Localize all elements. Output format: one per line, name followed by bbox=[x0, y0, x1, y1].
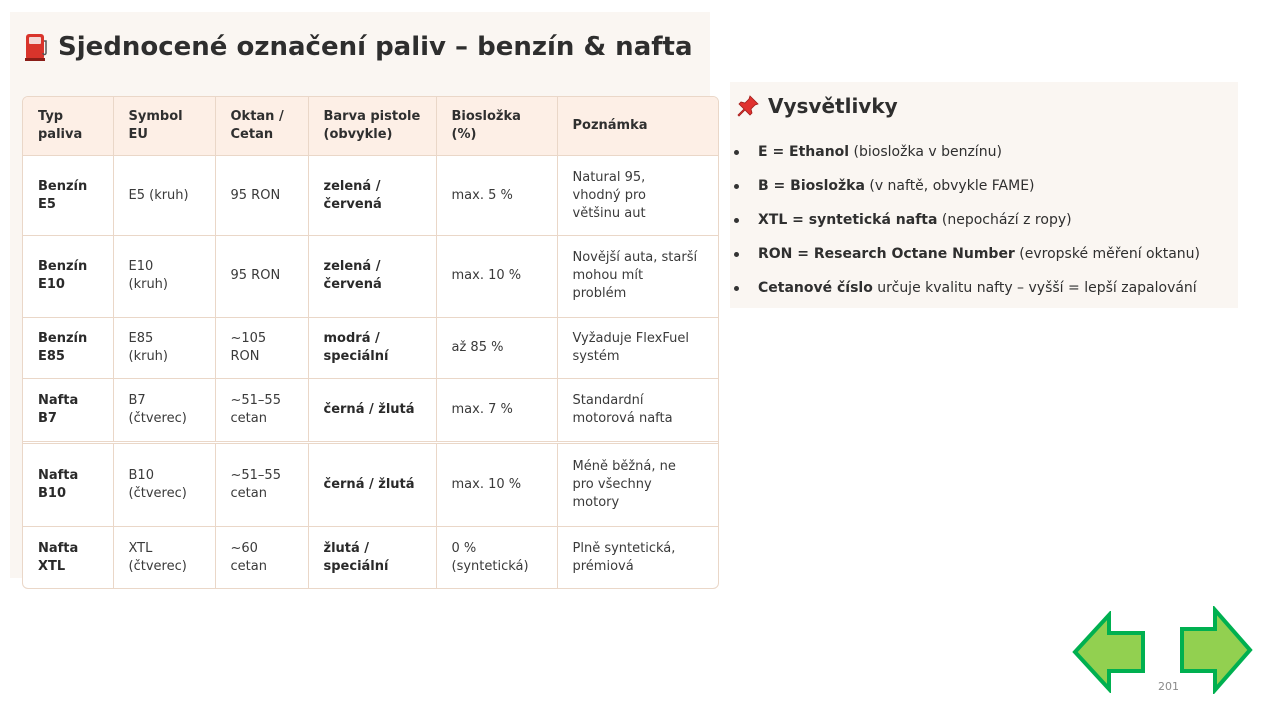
cell-symbol: E10 (kruh) bbox=[113, 236, 215, 317]
header-note: Poznámka bbox=[557, 97, 718, 156]
table-row bbox=[23, 378, 718, 442]
cell-type: Benzín E5 bbox=[23, 156, 113, 236]
prev-slide-button[interactable] bbox=[1072, 611, 1146, 693]
legend-item-ethanol: E = Ethanol (biosložka v benzínu) bbox=[730, 142, 1200, 176]
table-row bbox=[23, 442, 718, 526]
cell-octane: ~51–55 cetan bbox=[215, 378, 308, 442]
cell-type: Nafta B10 bbox=[23, 442, 113, 526]
cell-type: Nafta XTL bbox=[23, 527, 113, 588]
cell-symbol: XTL (čtverec) bbox=[113, 527, 215, 588]
cell-bio: max. 5 % bbox=[436, 156, 557, 236]
header-color: Barva pistole (obvykle) bbox=[308, 97, 436, 156]
header-symbol: Symbol EU bbox=[113, 97, 215, 156]
legend-item-ron: RON = Research Octane Number (evropské měření oktanu) bbox=[730, 244, 1200, 278]
table-row bbox=[23, 527, 718, 588]
header-bio: Biosložka (%) bbox=[436, 97, 557, 156]
cell-bio: max. 7 % bbox=[436, 378, 557, 442]
cell-symbol: E5 (kruh) bbox=[113, 156, 215, 236]
cell-octane: ~105 RON bbox=[215, 317, 308, 378]
cell-type: Nafta B7 bbox=[23, 378, 113, 442]
page-title-text: Sjednocené označení paliv – benzín & nafta bbox=[58, 32, 693, 62]
cell-note: Vyžaduje FlexFuel systém bbox=[557, 317, 718, 378]
cell-symbol: E85 (kruh) bbox=[113, 317, 215, 378]
cell-octane: 95 RON bbox=[215, 236, 308, 317]
cell-note: Natural 95, vhodný pro většinu aut bbox=[557, 156, 718, 236]
cell-color: černá / žlutá bbox=[308, 378, 436, 442]
next-slide-button[interactable] bbox=[1179, 606, 1253, 694]
cell-symbol: B7 (čtverec) bbox=[113, 378, 215, 442]
cell-note: Novější auta, starší mohou mít problém bbox=[557, 236, 718, 317]
legend-list bbox=[730, 142, 1200, 312]
cell-note: Plně syntetická, prémiová bbox=[572, 540, 676, 574]
fuel-table bbox=[22, 96, 719, 589]
cell-color: černá / žlutá bbox=[308, 442, 436, 526]
header-type: Typ paliva bbox=[23, 97, 113, 156]
cell-bio: max. 10 % bbox=[436, 442, 557, 526]
fuel-pump-icon bbox=[24, 32, 48, 62]
pushpin-icon bbox=[736, 94, 760, 118]
fuel-table-panel bbox=[10, 12, 710, 578]
page-title bbox=[24, 32, 693, 62]
cell-color: zelená / červená bbox=[308, 156, 436, 236]
table-row bbox=[23, 156, 718, 236]
legend-title bbox=[736, 94, 898, 118]
cell-octane: ~51–55 cetan bbox=[215, 442, 308, 526]
table-row bbox=[23, 236, 718, 317]
cell-bio: max. 10 % bbox=[436, 236, 557, 317]
table-row bbox=[23, 317, 718, 378]
cell-color: modrá / speciální bbox=[308, 317, 436, 378]
cell-type: Benzín E10 bbox=[23, 236, 113, 317]
legend-panel bbox=[730, 82, 1238, 308]
table-header-row bbox=[23, 97, 718, 156]
legend-title-text: Vysvětlivky bbox=[768, 94, 898, 118]
cell-symbol: B10 (čtverec) bbox=[113, 442, 215, 526]
cell-octane: ~60 cetan bbox=[215, 527, 308, 588]
cell-color: žlutá / speciální bbox=[308, 527, 436, 588]
cell-octane: 95 RON bbox=[215, 156, 308, 236]
page-number: 201 bbox=[1158, 680, 1179, 693]
cell-color: zelená / červená bbox=[308, 236, 436, 317]
cell-note: Standardní motorová nafta bbox=[557, 378, 718, 442]
cell-bio: 0 % (syntetická) bbox=[436, 527, 557, 588]
legend-item-cetane: Cetanové číslo určuje kvalitu nafty – vyšší = lepší zapalování bbox=[730, 278, 1200, 312]
arrow-right-icon bbox=[1179, 606, 1253, 694]
cell-note: Méně běžná, ne pro všechny motory bbox=[557, 442, 718, 526]
legend-item-bio: B = Biosložka (v naftě, obvykle FAME) bbox=[730, 176, 1200, 210]
cell-bio: až 85 % bbox=[436, 317, 557, 378]
legend-item-xtl: XTL = syntetická nafta (nepochází z ropy) bbox=[730, 210, 1200, 244]
arrow-left-icon bbox=[1072, 611, 1146, 693]
header-octane: Oktan / Cetan bbox=[215, 97, 308, 156]
cell-type: Benzín E85 bbox=[23, 317, 113, 378]
